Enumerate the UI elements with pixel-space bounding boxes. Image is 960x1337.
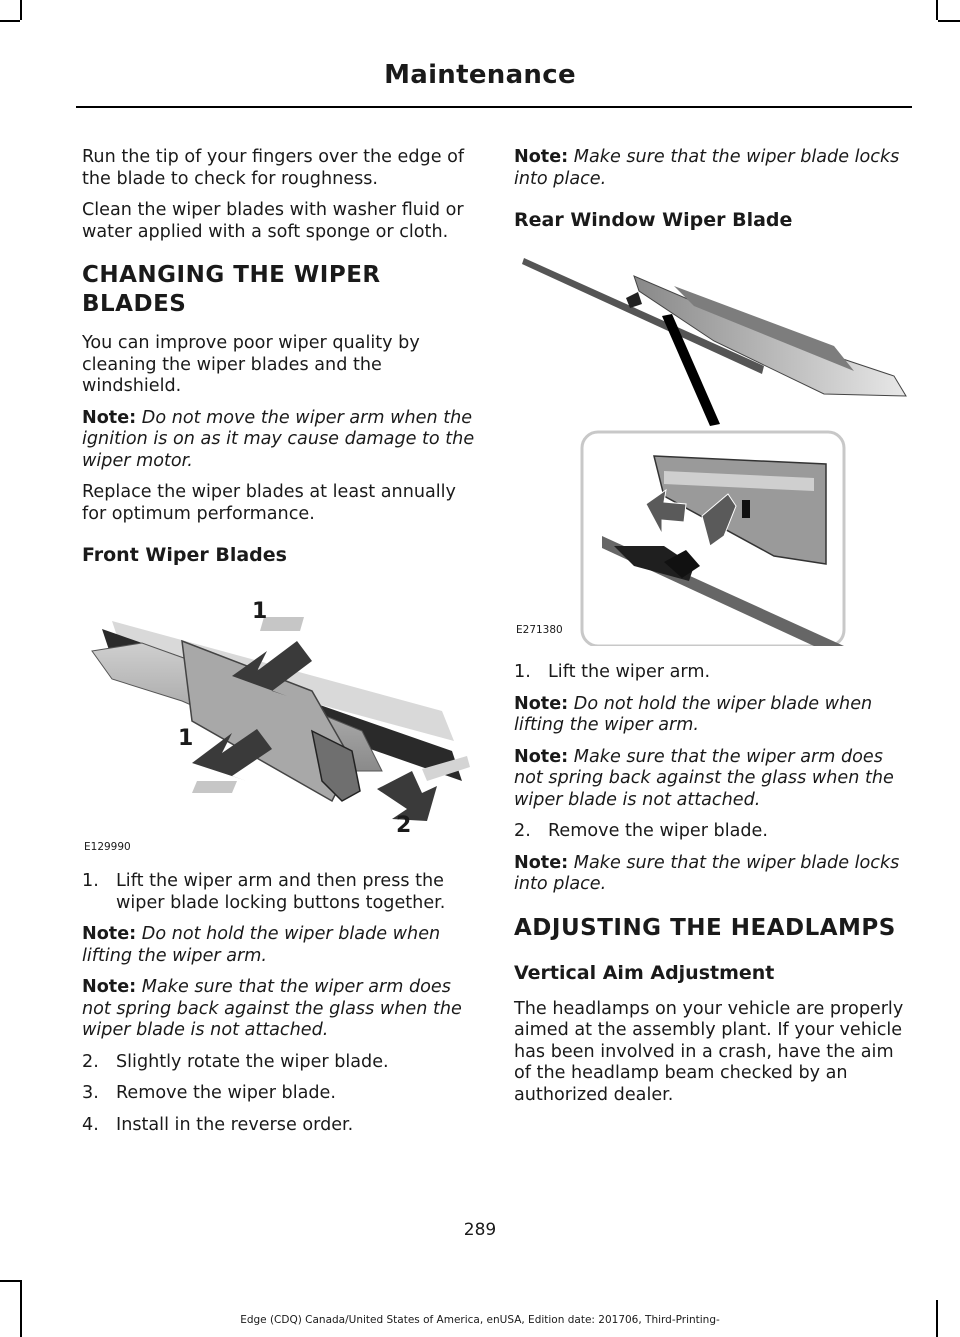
- note-label: Note:: [514, 693, 569, 714]
- note-text: Do not hold the wiper blade when lifting the wiper arm.: [82, 924, 441, 966]
- note: [514, 747, 910, 812]
- note-label: Note:: [514, 852, 569, 873]
- note-label: Note:: [514, 746, 569, 767]
- note: [514, 147, 910, 190]
- callout-label: 2: [396, 813, 412, 838]
- list-item: 3. Remove the wiper blade.: [82, 1083, 336, 1103]
- page-number: 289: [463, 1220, 497, 1240]
- crop-mark: [0, 1280, 20, 1282]
- front-wiper-figure: [82, 581, 474, 855]
- note-label: Note:: [514, 147, 569, 167]
- note: [82, 408, 482, 473]
- note: [82, 977, 482, 1042]
- rear-wiper-illustration: [514, 246, 910, 646]
- paragraph: You can improve poor wiper quality by cleaning the wiper blades and the windshield.: [82, 333, 420, 396]
- callout-label: 1: [178, 726, 194, 751]
- crop-mark: [20, 1280, 22, 1337]
- subsection-heading: Rear Window Wiper Blade: [514, 209, 793, 231]
- note-label: Note:: [82, 977, 137, 997]
- footer: Edge (CDQ) Canada/United States of America, enUSA, Edition date: 201706, Third-Printing-: [240, 1314, 720, 1326]
- crop-mark: [0, 20, 20, 22]
- list-item: 1. Lift the wiper arm and then press the wiper blade locking buttons together.: [82, 871, 446, 913]
- note-label: Note:: [82, 407, 137, 428]
- crop-mark: [936, 0, 938, 20]
- note-text: Make sure that the wiper blade locks into place.: [514, 147, 900, 189]
- left-column: [82, 147, 482, 1146]
- figure-code: E271380: [516, 624, 563, 636]
- list-item: 4. Install in the reverse order.: [82, 1114, 354, 1135]
- crop-mark: [938, 20, 960, 22]
- right-column: [514, 147, 910, 1116]
- section-heading: CHANGING THE WIPER BLADES: [82, 262, 381, 317]
- note: [514, 853, 910, 896]
- crop-mark: [20, 0, 22, 20]
- note-label: Note:: [82, 924, 137, 944]
- note-text: Make sure that the wiper arm does not spring back against the glass when the wiper blade is not attached.: [514, 746, 894, 810]
- subsection-heading: Front Wiper Blades: [82, 544, 287, 566]
- paragraph: Replace the wiper blades at least annually for optimum performance.: [82, 482, 456, 524]
- rear-wiper-figure: [514, 246, 910, 646]
- list-item: 2. Slightly rotate the wiper blade.: [82, 1051, 389, 1072]
- note-text: Make sure that the wiper arm does not spring back against the glass when the wiper blade is not attached.: [82, 977, 462, 1040]
- callout-label: 1: [252, 599, 268, 624]
- note-text: Do not move the wiper arm when the ignition is on as it may cause damage to the wiper motor.: [82, 407, 475, 471]
- paragraph: The headlamps on your vehicle are properly aimed at the assembly plant. If your vehicle has been involved in a crash, have the aim of the headlamp beam checked by an authorized dealer.: [514, 998, 904, 1105]
- section-heading: ADJUSTING THE HEADLAMPS: [514, 914, 896, 941]
- header-divider: [76, 106, 912, 108]
- figure-code: E129990: [84, 841, 131, 853]
- note-text: Make sure that the wiper blade locks into place.: [514, 852, 900, 894]
- note: [514, 694, 910, 737]
- front-wiper-illustration: [82, 581, 474, 855]
- note: [82, 924, 482, 967]
- page-title: Maintenance: [384, 60, 576, 90]
- paragraph: Clean the wiper blades with washer fluid or water applied with a soft sponge or cloth.: [82, 200, 464, 242]
- subsection-heading: Vertical Aim Adjustment: [514, 961, 775, 984]
- list-item: 2. Remove the wiper blade.: [514, 821, 768, 841]
- paragraph: Run the tip of your fingers over the edge of the blade to check for roughness.: [82, 147, 465, 189]
- note-text: Do not hold the wiper blade when lifting the wiper arm.: [514, 693, 873, 735]
- list-item: 1. Lift the wiper arm.: [514, 662, 711, 682]
